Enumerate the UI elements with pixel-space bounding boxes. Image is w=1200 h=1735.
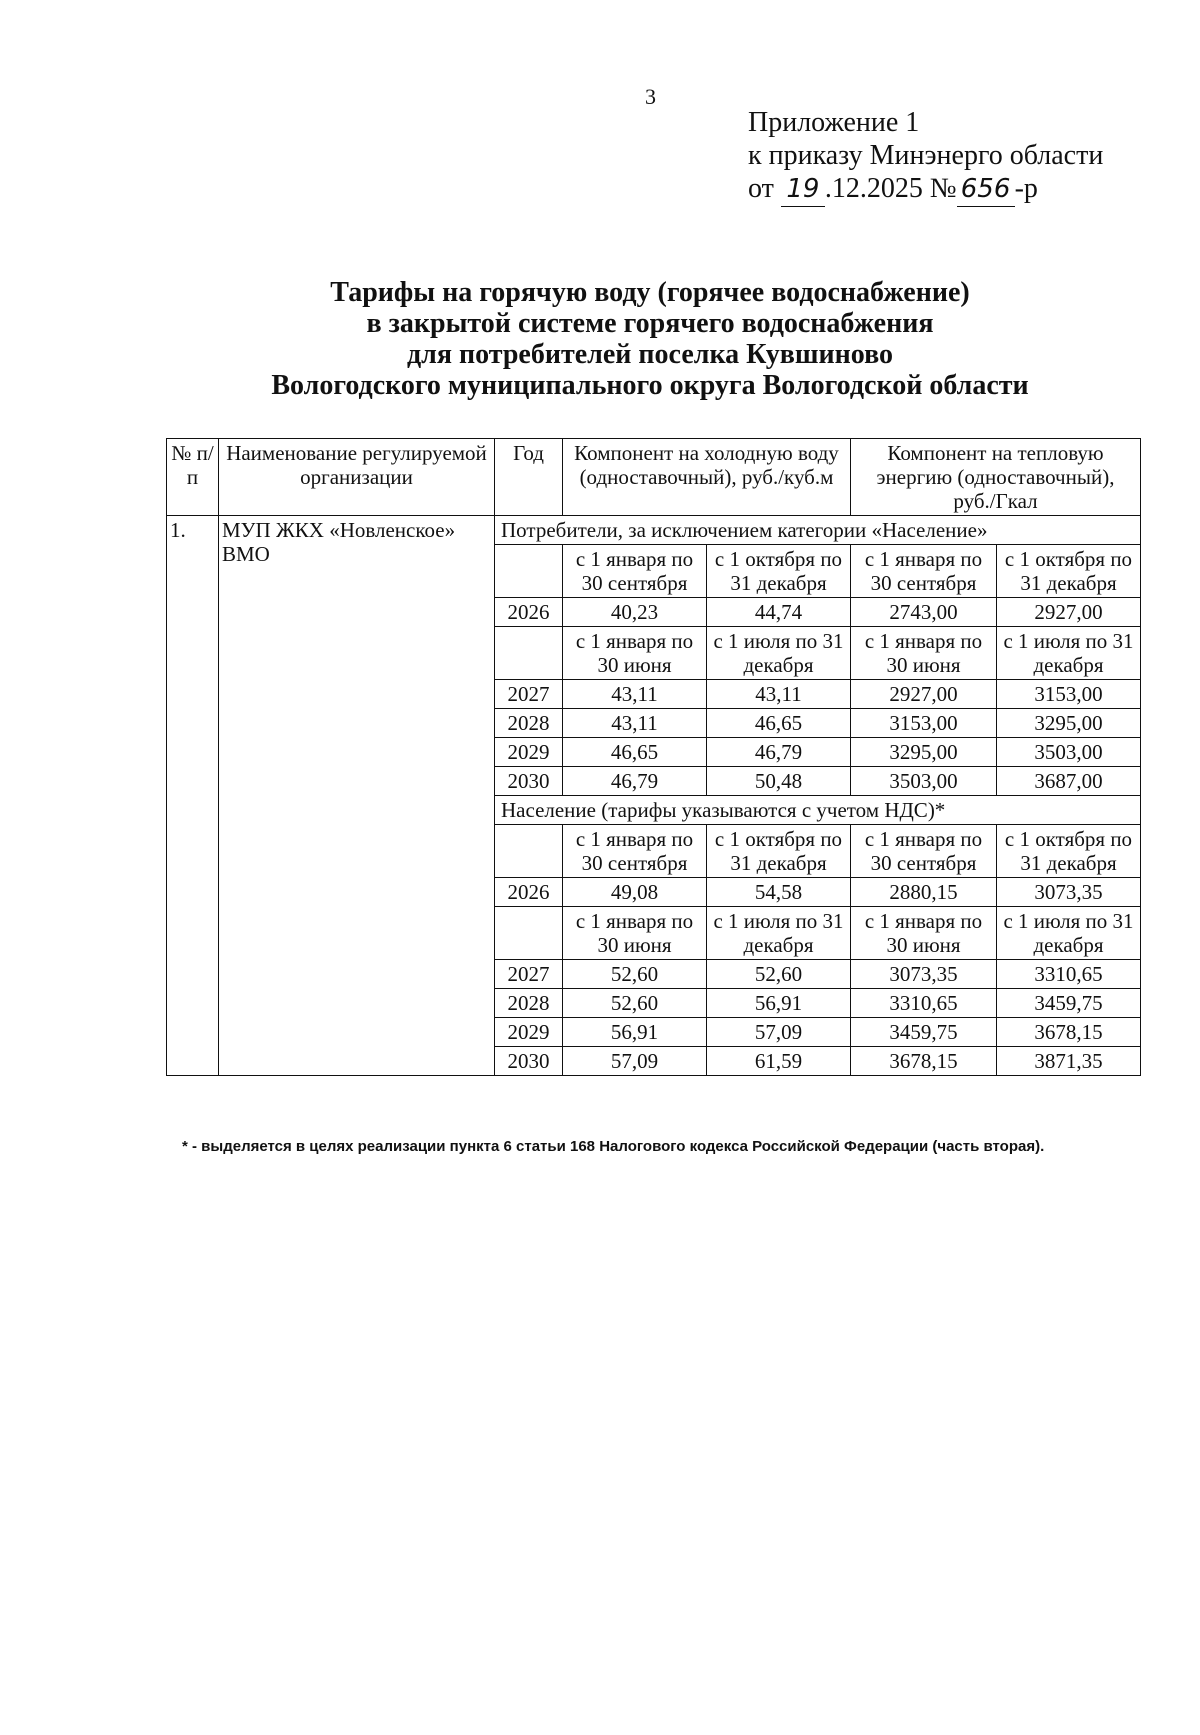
value-cell: 52,60 (563, 989, 707, 1018)
year-blank (495, 545, 563, 598)
period-label: с 1 октября по 31 декабря (707, 825, 851, 878)
period-label: с 1 июля по 31 декабря (707, 627, 851, 680)
header-num: № п/п (167, 439, 219, 516)
value-cell: 3073,35 (997, 878, 1141, 907)
year-cell: 2030 (495, 1047, 563, 1076)
section-row (167, 516, 1141, 545)
appendix-suffix: -р (1014, 173, 1038, 204)
year-cell: 2028 (495, 989, 563, 1018)
value-cell: 3295,00 (851, 738, 997, 767)
period-label: с 1 января по 30 сентября (563, 825, 707, 878)
period-label: с 1 июля по 31 декабря (997, 907, 1141, 960)
value-cell: 50,48 (707, 767, 851, 796)
period-label: с 1 июля по 31 декабря (707, 907, 851, 960)
appendix-date-line (748, 172, 1103, 207)
value-cell: 49,08 (563, 878, 707, 907)
value-cell: 52,60 (707, 960, 851, 989)
title-line2: в закрытой системе горячего водоснабжения (366, 308, 934, 339)
title-line1: Тарифы на горячую воду (горячее водоснабжение) (330, 277, 970, 308)
header-heat: Компонент на тепловую энергию (одноставочный), руб./Гкал (851, 439, 1141, 516)
period-label: с 1 января по 30 сентября (851, 545, 997, 598)
value-cell: 2880,15 (851, 878, 997, 907)
year-blank (495, 627, 563, 680)
period-label: с 1 января по 30 сентября (563, 545, 707, 598)
value-cell: 46,79 (563, 767, 707, 796)
appendix-number: 656 (957, 173, 1015, 207)
value-cell: 2743,00 (851, 598, 997, 627)
period-label: с 1 января по 30 июня (563, 627, 707, 680)
value-cell: 61,59 (707, 1047, 851, 1076)
appendix-date-rest: .12.2025 № (824, 173, 957, 204)
period-label: с 1 января по 30 июня (851, 907, 997, 960)
value-cell: 3503,00 (851, 767, 997, 796)
value-cell: 3678,15 (997, 1018, 1141, 1047)
header-org: Наименование регулируемой организации (219, 439, 495, 516)
year-cell: 2028 (495, 709, 563, 738)
value-cell: 52,60 (563, 960, 707, 989)
value-cell: 3153,00 (851, 709, 997, 738)
value-cell: 46,65 (563, 738, 707, 767)
value-cell: 46,65 (707, 709, 851, 738)
value-cell: 3503,00 (997, 738, 1141, 767)
value-cell: 57,09 (707, 1018, 851, 1047)
period-label: с 1 января по 30 сентября (851, 825, 997, 878)
period-label: с 1 октября по 31 декабря (707, 545, 851, 598)
year-blank (495, 825, 563, 878)
appendix-line2: к приказу Минэнерго области (748, 140, 1104, 171)
value-cell: 3687,00 (997, 767, 1141, 796)
organization-name: МУП ЖКХ «Новленское» ВМО (219, 516, 495, 1076)
value-cell: 3871,35 (997, 1047, 1141, 1076)
value-cell: 2927,00 (997, 598, 1141, 627)
header-year: Год (495, 439, 563, 516)
appendix-day: 19 (781, 173, 825, 207)
value-cell: 3310,65 (851, 989, 997, 1018)
section-label: Население (тарифы указываются с учетом НДС)* (495, 796, 1141, 825)
table-header-row (167, 439, 1141, 516)
value-cell: 40,23 (563, 598, 707, 627)
period-label: с 1 октября по 31 декабря (997, 545, 1141, 598)
page-number: 3 (645, 84, 656, 109)
value-cell: 3153,00 (997, 680, 1141, 709)
value-cell: 3073,35 (851, 960, 997, 989)
appendix-line1: Приложение 1 (748, 107, 920, 138)
period-label: с 1 октября по 31 декабря (997, 825, 1141, 878)
value-cell: 3459,75 (997, 989, 1141, 1018)
header-cold: Компонент на холодную воду (одноставочный), руб./куб.м (563, 439, 851, 516)
row-number: 1. (167, 516, 219, 1076)
value-cell: 3295,00 (997, 709, 1141, 738)
value-cell: 54,58 (707, 878, 851, 907)
title-line3: для потребителей поселка Кувшиново (406, 339, 894, 370)
year-blank (495, 907, 563, 960)
year-cell: 2029 (495, 738, 563, 767)
period-label: с 1 июля по 31 декабря (997, 627, 1141, 680)
section-label: Потребители, за исключением категории «Население» (495, 516, 1141, 545)
value-cell: 3678,15 (851, 1047, 997, 1076)
value-cell: 44,74 (707, 598, 851, 627)
footnote: * - выделяется в целях реализации пункта 6 статьи 168 Налогового кодекса Российской Федерации (часть вторая). (182, 1138, 1045, 1155)
period-label: с 1 января по 30 июня (563, 907, 707, 960)
year-cell: 2027 (495, 960, 563, 989)
value-cell: 2927,00 (851, 680, 997, 709)
value-cell: 43,11 (707, 680, 851, 709)
tariff-table (166, 438, 1141, 1076)
title-line4: Вологодского муниципального округа Вологодской области (271, 370, 1029, 401)
year-cell: 2026 (495, 878, 563, 907)
value-cell: 43,11 (563, 709, 707, 738)
value-cell: 43,11 (563, 680, 707, 709)
year-cell: 2027 (495, 680, 563, 709)
value-cell: 3310,65 (997, 960, 1141, 989)
value-cell: 56,91 (563, 1018, 707, 1047)
year-cell: 2029 (495, 1018, 563, 1047)
value-cell: 56,91 (707, 989, 851, 1018)
value-cell: 3459,75 (851, 1018, 997, 1047)
appendix-prefix: от (748, 173, 774, 204)
value-cell: 46,79 (707, 738, 851, 767)
appendix-block (748, 106, 1103, 207)
year-cell: 2026 (495, 598, 563, 627)
value-cell: 57,09 (563, 1047, 707, 1076)
period-label: с 1 января по 30 июня (851, 627, 997, 680)
document-title (150, 277, 1150, 401)
year-cell: 2030 (495, 767, 563, 796)
